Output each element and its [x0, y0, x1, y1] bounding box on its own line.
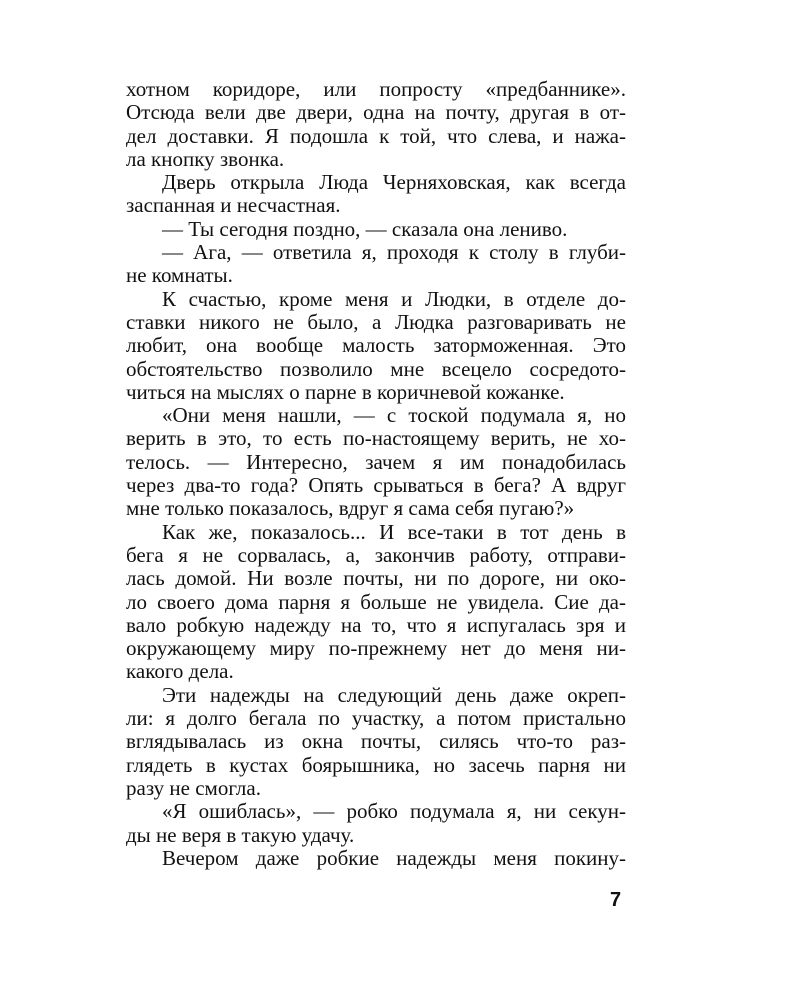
- text-line: Вечером даже робкие надежды меня покину-: [162, 845, 626, 870]
- text-line: читься на мыслях о парне в коричневой кожанке.: [126, 379, 565, 404]
- text-line: через два-то года? Опять срываться в бега? А вдруг: [126, 473, 626, 498]
- text-line: любит, она вообще малость заторможенная. Это: [126, 333, 626, 358]
- text-line: вало робкую надежду на то, что я испугалась зря и: [126, 612, 626, 637]
- text-line: ли: я долго бегала по участку, а потом пристально: [126, 706, 626, 731]
- text-line: разу не смогла.: [126, 775, 261, 800]
- text-line: — Ты сегодня поздно, — сказала она лениво.: [162, 216, 568, 241]
- page-number: 7: [610, 889, 622, 911]
- text-line: дел доставки. Я подошла к той, что слева, и нажа-: [126, 123, 626, 148]
- text-line: — Ага, — ответила я, проходя к столу в глуби-: [162, 240, 626, 265]
- text-line: заспанная и несчастная.: [126, 193, 341, 218]
- text-line: вглядывалась из окна почты, силясь что-то раз-: [126, 729, 626, 754]
- text-line: верить в это, то есть по-настоящему верить, не хо-: [126, 426, 626, 451]
- text-line: «Они меня нашли, — с тоской подумала я, но: [162, 403, 626, 428]
- text-line: обстоятельство позволило мне всецело сосредото-: [126, 356, 626, 381]
- text-line: бега я не сорвалась, а, закончив работу, отправи-: [126, 542, 626, 567]
- text-line: хотном коридоре, или попросту «предбаннике».: [126, 77, 626, 101]
- text-line: не комнаты.: [126, 263, 233, 288]
- text-line: лась домой. Ни возле почты, ни по дороге, ни око-: [126, 566, 626, 591]
- text-line: Отсюда вели две двери, одна на почту, другая в от-: [126, 100, 626, 125]
- text-line: ставки никого не было, а Людка разговаривать не: [126, 309, 626, 334]
- text-line: Эти надежды на следующий день даже окреп-: [162, 682, 626, 707]
- text-line: телось. — Интересно, зачем я им понадобилась: [126, 449, 626, 474]
- text-line: мне только показалось, вдруг я сама себя пугаю?»: [126, 496, 575, 521]
- text-line: ла кнопку звонка.: [126, 146, 285, 171]
- text-line: «Я ошиблась», — робко подумала я, ни секун-: [162, 799, 626, 824]
- text-line: Дверь открыла Люда Черняховская, как всегда: [162, 170, 626, 195]
- text-line: глядеть в кустах боярышника, но засечь парня ни: [126, 752, 626, 777]
- text-line: окружающему миру по-прежнему нет до меня ни-: [126, 636, 626, 661]
- text-line: ло своего дома парня я больше не увидела. Сие да-: [126, 589, 626, 614]
- body-text: [126, 78, 626, 870]
- text-line: какого дела.: [126, 659, 234, 684]
- text-line: Как же, показалось... И все-таки в тот день в: [162, 519, 626, 544]
- text-line: К счастью, кроме меня и Людки, в отделе до-: [162, 286, 626, 311]
- text-line: ды не веря в такую удачу.: [126, 822, 355, 847]
